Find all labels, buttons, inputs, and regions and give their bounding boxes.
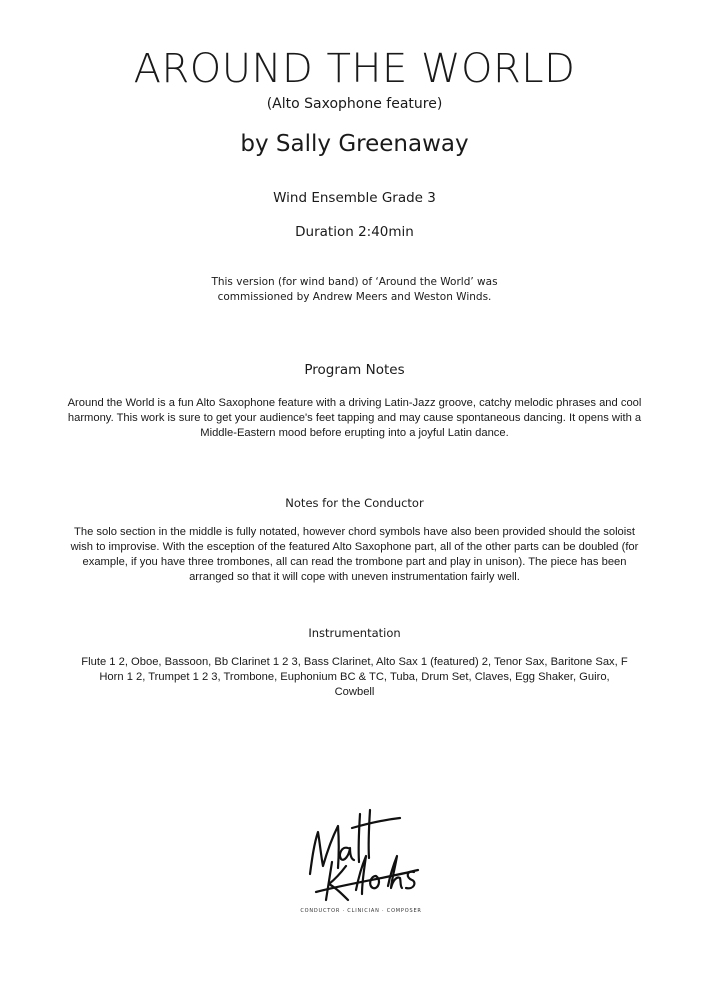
conductor-notes-text: The solo section in the middle is fully notated, however chord symbols have also been provided should the soloist wish to improvise. With the esception of the featured Alto Saxophone part, all of the other parts can be doubled (for example, if you have three trombones, all can read the trombone part and play in unison). The piece has been arranged so that it will cope with uneven instrumentation fairly well. [70,526,639,583]
conductor-notes-heading: Notes for the Conductor [285,496,424,510]
program-notes-text: Around the World is a fun Alto Saxophone feature with a driving Latin-Jazz groove, catchy melodic phrases and cool harmony. This work is sure to get your audience's feet tapping and may cause spontaneous dancing. It opens with a Middle-Eastern mood before erupting into a joyful Latin dance. [67,397,642,439]
program-notes-heading: Program Notes [304,362,405,378]
commission-line: This version (for wind band) of ‘Around the World’ was [211,276,498,288]
logo-tagline: CONDUCTOR · CLINICIAN · COMPOSER [300,908,422,914]
commission-note [0,275,709,305]
composer-credit: by Sally Greenaway [240,131,469,157]
piece-title: AROUND THE WORLD [133,46,576,92]
signature-logo [296,804,426,916]
instrumentation-heading: Instrumentation [308,626,401,640]
piece-subtitle: (Alto Saxophone feature) [266,96,443,112]
duration: Duration 2:40min [295,224,414,240]
commission-line: commissioned by Andrew Meers and Weston Winds. [217,291,492,303]
grade-level: Wind Ensemble Grade 3 [273,190,436,206]
instrumentation-text: Flute 1 2, Oboe, Bassoon, Bb Clarinet 1 2 3, Bass Clarinet, Alto Sax 1 (featured) 2, Tenor Sax, Baritone Sax, F Horn 1 2, Trumpet 1 2 3, Trombone, Euphonium BC & TC, Tuba, Drum Set, Claves, Egg Shaker, Guiro, Cowbell [81,656,628,698]
